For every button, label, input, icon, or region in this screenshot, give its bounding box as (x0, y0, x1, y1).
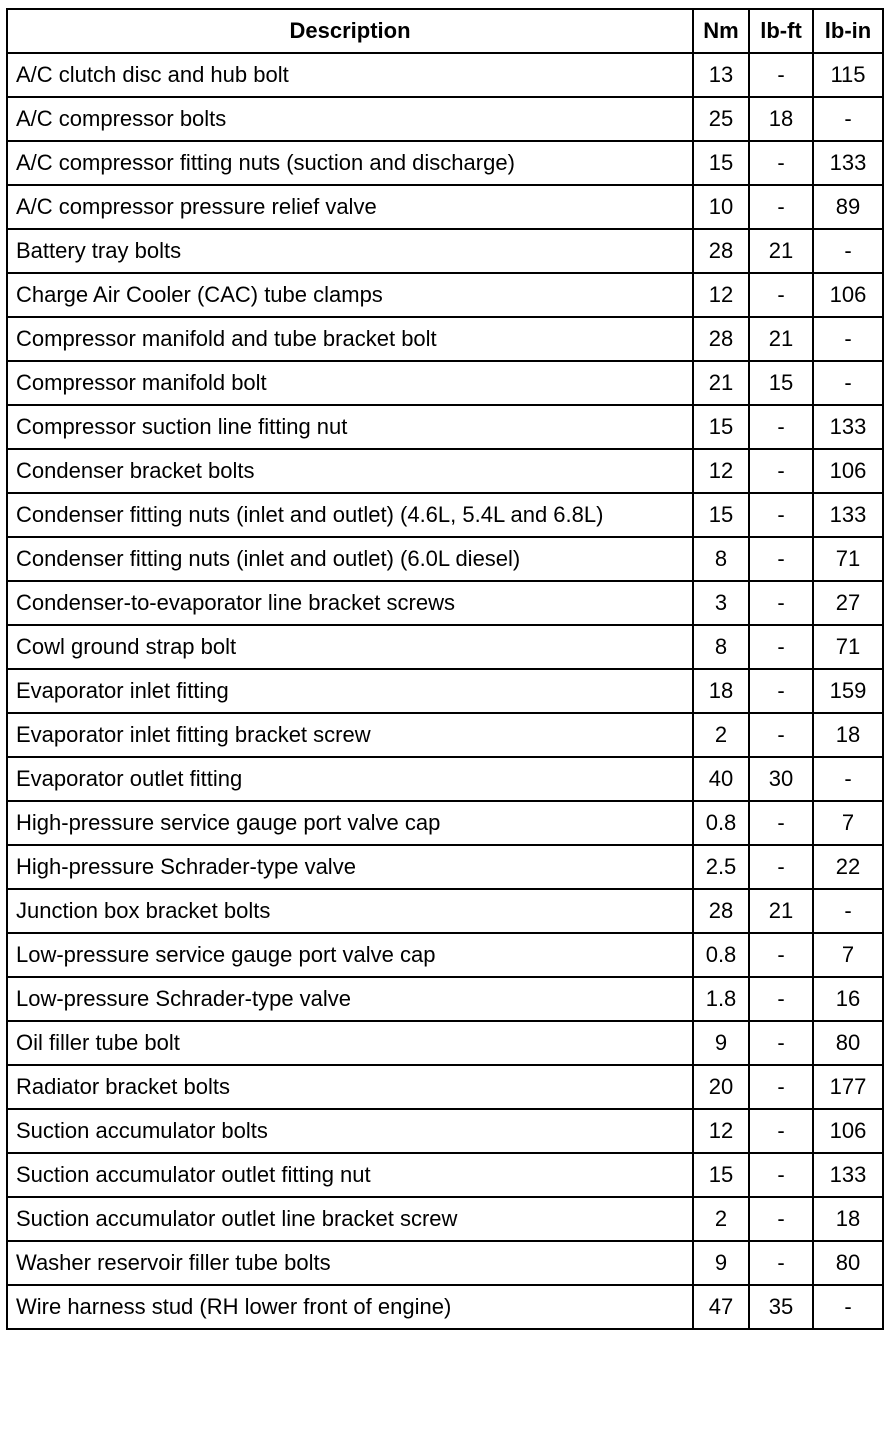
cell-nm: 15 (693, 141, 749, 185)
cell-description: Evaporator outlet fitting (7, 757, 693, 801)
cell-lbin: 7 (813, 801, 883, 845)
table-row (7, 97, 883, 141)
header-description: Description (7, 9, 693, 53)
cell-description: Compressor manifold and tube bracket bolt (7, 317, 693, 361)
cell-nm: 21 (693, 361, 749, 405)
cell-lbft: - (749, 493, 813, 537)
cell-lbin: 133 (813, 493, 883, 537)
cell-lbin: 133 (813, 405, 883, 449)
cell-lbin: - (813, 229, 883, 273)
cell-lbin: 80 (813, 1241, 883, 1285)
table-row (7, 229, 883, 273)
cell-lbft: - (749, 141, 813, 185)
cell-nm: 8 (693, 537, 749, 581)
table-row (7, 977, 883, 1021)
cell-lbin: 106 (813, 449, 883, 493)
cell-lbin: 18 (813, 713, 883, 757)
cell-lbft: - (749, 1241, 813, 1285)
cell-lbft: 15 (749, 361, 813, 405)
cell-lbin: - (813, 757, 883, 801)
cell-description: Suction accumulator outlet fitting nut (7, 1153, 693, 1197)
table-row (7, 1065, 883, 1109)
cell-description: A/C compressor pressure relief valve (7, 185, 693, 229)
table-row (7, 845, 883, 889)
cell-nm: 12 (693, 1109, 749, 1153)
cell-description: Compressor manifold bolt (7, 361, 693, 405)
cell-nm: 40 (693, 757, 749, 801)
table-body (7, 53, 883, 1329)
cell-nm: 28 (693, 889, 749, 933)
table-row (7, 757, 883, 801)
cell-lbft: 30 (749, 757, 813, 801)
cell-nm: 2 (693, 1197, 749, 1241)
table-row (7, 361, 883, 405)
torque-spec-table (6, 8, 884, 1330)
cell-description: Condenser bracket bolts (7, 449, 693, 493)
cell-lbft: - (749, 1153, 813, 1197)
cell-lbin: 159 (813, 669, 883, 713)
table-row (7, 273, 883, 317)
cell-lbft: - (749, 713, 813, 757)
cell-description: Condenser fitting nuts (inlet and outlet) (4.6L, 5.4L and 6.8L) (7, 493, 693, 537)
table-row (7, 1285, 883, 1329)
cell-lbft: - (749, 581, 813, 625)
cell-lbin: 18 (813, 1197, 883, 1241)
cell-lbft: 21 (749, 317, 813, 361)
cell-description: Junction box bracket bolts (7, 889, 693, 933)
table-row (7, 1197, 883, 1241)
table-row (7, 141, 883, 185)
cell-nm: 15 (693, 1153, 749, 1197)
header-lbin: lb-in (813, 9, 883, 53)
cell-description: Low-pressure Schrader-type valve (7, 977, 693, 1021)
table-row (7, 493, 883, 537)
cell-lbft: - (749, 1197, 813, 1241)
cell-nm: 12 (693, 449, 749, 493)
cell-nm: 12 (693, 273, 749, 317)
cell-description: Compressor suction line fitting nut (7, 405, 693, 449)
cell-lbft: - (749, 449, 813, 493)
cell-lbin: 177 (813, 1065, 883, 1109)
cell-nm: 8 (693, 625, 749, 669)
table-row (7, 933, 883, 977)
cell-lbin: 71 (813, 625, 883, 669)
cell-description: A/C compressor bolts (7, 97, 693, 141)
table-row (7, 317, 883, 361)
cell-nm: 28 (693, 317, 749, 361)
cell-lbin: - (813, 361, 883, 405)
cell-lbft: - (749, 1021, 813, 1065)
cell-description: Suction accumulator outlet line bracket screw (7, 1197, 693, 1241)
cell-description: Battery tray bolts (7, 229, 693, 273)
table-row (7, 669, 883, 713)
cell-lbft: - (749, 845, 813, 889)
cell-nm: 20 (693, 1065, 749, 1109)
cell-description: Condenser-to-evaporator line bracket screws (7, 581, 693, 625)
cell-description: High-pressure service gauge port valve cap (7, 801, 693, 845)
cell-lbin: 106 (813, 273, 883, 317)
cell-nm: 0.8 (693, 801, 749, 845)
table-row (7, 625, 883, 669)
cell-lbin: 89 (813, 185, 883, 229)
cell-nm: 2.5 (693, 845, 749, 889)
cell-lbft: - (749, 53, 813, 97)
table-row (7, 1241, 883, 1285)
cell-lbft: - (749, 669, 813, 713)
cell-lbin: 106 (813, 1109, 883, 1153)
cell-description: Low-pressure service gauge port valve cap (7, 933, 693, 977)
header-nm: Nm (693, 9, 749, 53)
cell-description: Cowl ground strap bolt (7, 625, 693, 669)
table-row (7, 713, 883, 757)
cell-lbin: 7 (813, 933, 883, 977)
cell-nm: 9 (693, 1021, 749, 1065)
cell-description: Evaporator inlet fitting bracket screw (7, 713, 693, 757)
cell-lbin: - (813, 317, 883, 361)
table-row (7, 449, 883, 493)
cell-nm: 28 (693, 229, 749, 273)
cell-lbft: - (749, 273, 813, 317)
table-row (7, 405, 883, 449)
cell-description: A/C clutch disc and hub bolt (7, 53, 693, 97)
cell-lbin: 115 (813, 53, 883, 97)
cell-lbin: - (813, 97, 883, 141)
cell-nm: 13 (693, 53, 749, 97)
cell-lbin: - (813, 889, 883, 933)
cell-lbft: - (749, 1109, 813, 1153)
cell-nm: 0.8 (693, 933, 749, 977)
cell-description: Suction accumulator bolts (7, 1109, 693, 1153)
table-row (7, 53, 883, 97)
cell-nm: 10 (693, 185, 749, 229)
cell-description: High-pressure Schrader-type valve (7, 845, 693, 889)
cell-lbin: 71 (813, 537, 883, 581)
cell-lbin: 133 (813, 1153, 883, 1197)
cell-description: Washer reservoir filler tube bolts (7, 1241, 693, 1285)
cell-lbin: 16 (813, 977, 883, 1021)
table-row (7, 185, 883, 229)
cell-lbin: 133 (813, 141, 883, 185)
cell-description: Evaporator inlet fitting (7, 669, 693, 713)
header-lbft: lb-ft (749, 9, 813, 53)
cell-description: Oil filler tube bolt (7, 1021, 693, 1065)
table-row (7, 889, 883, 933)
cell-lbft: - (749, 1065, 813, 1109)
table-row (7, 537, 883, 581)
cell-nm: 3 (693, 581, 749, 625)
cell-lbin: 22 (813, 845, 883, 889)
cell-nm: 18 (693, 669, 749, 713)
table-row (7, 1021, 883, 1065)
cell-nm: 2 (693, 713, 749, 757)
cell-description: Wire harness stud (RH lower front of engine) (7, 1285, 693, 1329)
cell-lbft: - (749, 801, 813, 845)
table-header-row (7, 9, 883, 53)
cell-nm: 25 (693, 97, 749, 141)
cell-lbft: - (749, 537, 813, 581)
table-row (7, 801, 883, 845)
cell-nm: 47 (693, 1285, 749, 1329)
cell-lbft: 18 (749, 97, 813, 141)
cell-lbft: - (749, 977, 813, 1021)
cell-lbft: 21 (749, 229, 813, 273)
table-row (7, 581, 883, 625)
cell-lbft: - (749, 625, 813, 669)
cell-description: Condenser fitting nuts (inlet and outlet) (6.0L diesel) (7, 537, 693, 581)
cell-nm: 9 (693, 1241, 749, 1285)
cell-lbft: 21 (749, 889, 813, 933)
table-row (7, 1109, 883, 1153)
cell-lbin: 27 (813, 581, 883, 625)
cell-nm: 15 (693, 493, 749, 537)
cell-lbft: - (749, 933, 813, 977)
cell-nm: 15 (693, 405, 749, 449)
table-row (7, 1153, 883, 1197)
cell-description: Charge Air Cooler (CAC) tube clamps (7, 273, 693, 317)
cell-description: A/C compressor fitting nuts (suction and discharge) (7, 141, 693, 185)
cell-description: Radiator bracket bolts (7, 1065, 693, 1109)
cell-lbft: - (749, 185, 813, 229)
cell-lbft: - (749, 405, 813, 449)
cell-nm: 1.8 (693, 977, 749, 1021)
cell-lbft: 35 (749, 1285, 813, 1329)
cell-lbin: - (813, 1285, 883, 1329)
cell-lbin: 80 (813, 1021, 883, 1065)
